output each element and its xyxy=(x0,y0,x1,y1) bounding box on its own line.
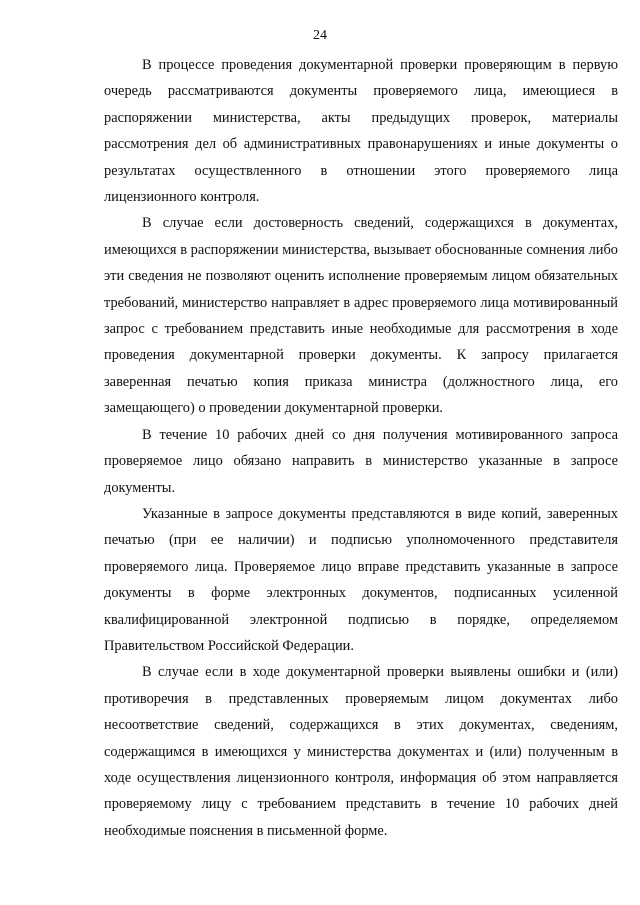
document-body xyxy=(104,52,618,844)
paragraph-submission-deadline: В течение 10 рабочих дней со дня получения мотивированного запроса проверяемое лицо обязано направить в министерство указанные в запросе документы. xyxy=(104,426,618,496)
paragraph-errors-explanations: В случае если в ходе документарной проверки выявлены ошибки и (или) противоречия в представленных проверяемым лицом документах либо несоответствие сведений, содержащихся в этих документах, сведениям, содержащимся в имеющихся у министерства документах и (или) полученным в ходе осуществления лицензионного контроля, информация об этом направляется проверяемому лицу с требованием представить в течение 10 рабочих дней необходимые пояснения в письменной форме. xyxy=(104,664,618,839)
paragraph-reasoned-request: В случае если достоверность сведений, содержащихся в документах, имеющихся в распоряжении министерства, вызывает обоснованные сомнения либо эти сведения не позволяют оценить исполнение проверяемым лицом обязательных требований, министерство направляет в адрес проверяемого лица мотивированный запрос с требованием представить иные необходимые для рассмотрения в ходе проведения документарной проверки документы. К запросу прилагается заверенная печатью копия приказа министра (должностного лица, его замещающего) о проведении документарной проверки. xyxy=(104,215,618,417)
page-number: 24 xyxy=(313,28,327,43)
paragraph-review-order: В процессе проведения документарной проверки проверяющим в первую очередь рассматриваются документы проверяемого лица, имеющиеся в распоряжении министерства, акты предыдущих проверок, материалы рассмотрения дел об административных правонарушениях и иные документы о результатах осуществленного в отношении этого проверяемого лица лицензионного контроля. xyxy=(104,57,618,206)
paragraph-document-copies: Указанные в запросе документы представляются в виде копий, заверенных печатью (при ее наличии) и подписью уполномоченного представителя проверяемого лица. Проверяемое лицо вправе представить указанные в запросе документы в форме электронных документов, подписанных усиленной квалифицированной электронной подписью в порядке, определяемом Правительством Российской Федерации. xyxy=(104,505,618,654)
